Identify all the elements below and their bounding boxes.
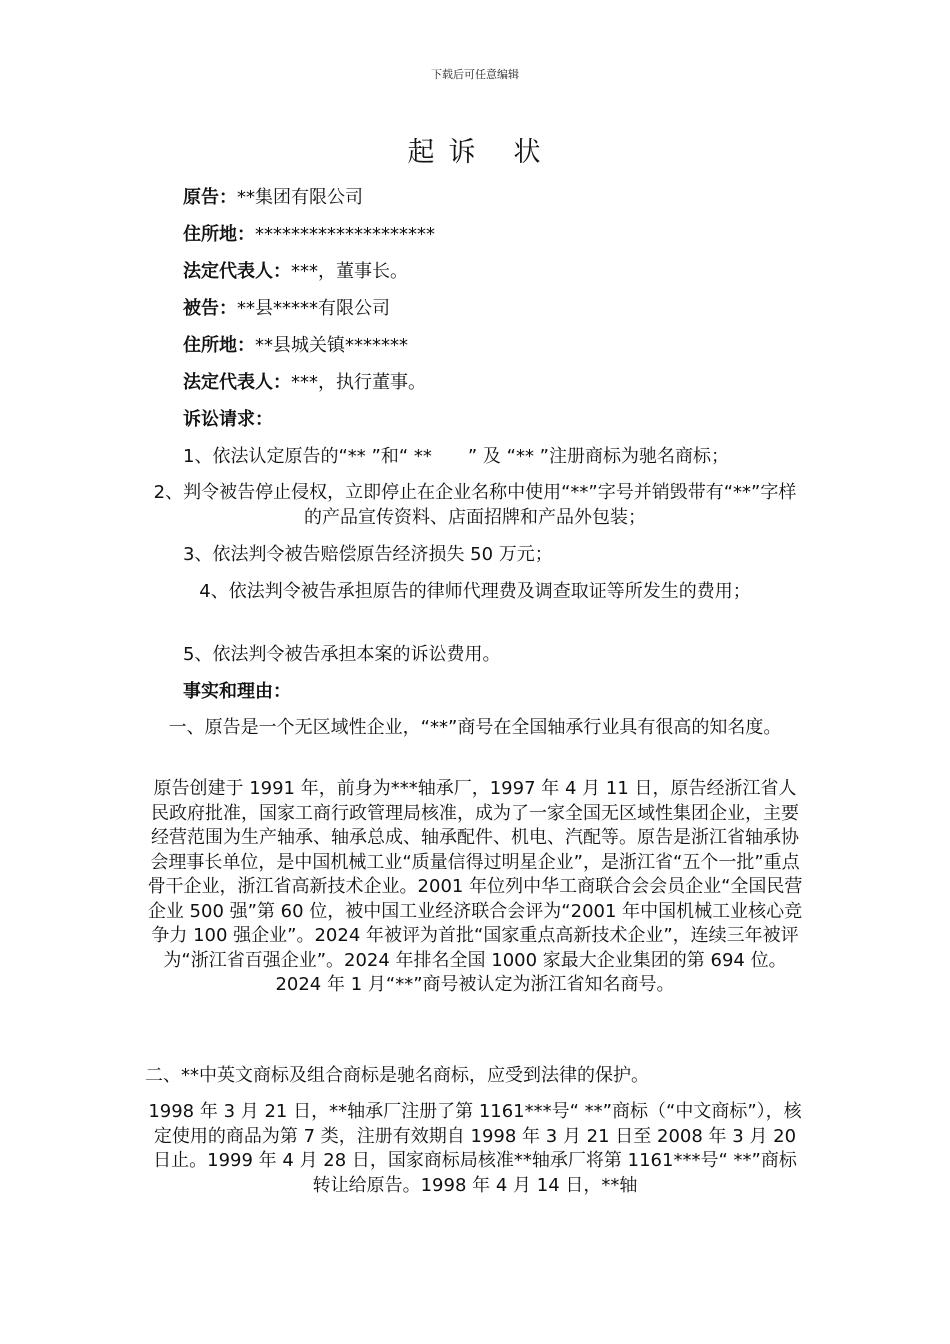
defendant-rep-line: 法定代表人：***，执行董事。 xyxy=(183,372,426,393)
facts-section1-title: 一、原告是一个无区域性企业，“**”商号在全国轴承行业具有很高的知名度。 xyxy=(168,717,782,738)
title-char-1: 起 xyxy=(407,137,437,168)
document-title xyxy=(0,130,950,169)
facts-section1-body: 原告创建于 1991 年，前身为***轴承厂，1997 年 4 月 11 日，原告经浙江省人民政府批准，国家工商行政管理局核准，成为了一家全国无区域性集团企业，主要经营范围为生产轴承、轴承总成、轴承配件、机电、汽配等。原告是浙江省轴承协会理事长单位，是中国机械工业“质量信得过明星企业”，是浙江省“五个一批”重点骨干企业，浙江省高新技术企业。2001 年位列中华工商联合会会员企业“全国民营企业 500 强”第 60 位，被中国工业经济联合会评为“2001 年中国机械工业核心竞争力 100 强企业”。2024 年被评为首批“国家重点高新技术企业”，连续三年被评为“浙江省百强企业”。2024 年排名全国 1000 家最大企业集团的第 694 位。2024 年 1 月“**”商号被认定为浙江省知名商号。 xyxy=(147,778,803,995)
facts-heading: 事实和理由： xyxy=(183,681,291,702)
claim-item: 1、依法认定原告的“** ”和“ ** ” 及 “** ”注册商标为驰名商标； xyxy=(183,446,730,467)
plaintiff-rep-line: 法定代表人：***，董事长。 xyxy=(183,261,408,282)
page-header: 下载后可任意编辑 xyxy=(431,68,519,81)
plaintiff-line: 原告：**集团有限公司 xyxy=(183,187,363,208)
facts-section2-body: 1998 年 3 月 21 日，**轴承厂注册了第 1161***号“ **”商标（“中文商标”），核定使用的商品为第 7 类，注册有效期自 1998 年 3 月 21 日至 2008 年 3 月 20 日止。1999 年 4 月 28 日，国家商标局核准**轴承厂将第 1161***号“ **”商标转让给原告。1998 年 4 月 14 日，**轴 xyxy=(148,1101,802,1196)
plaintiff-address-line: 住所地：******************** xyxy=(183,224,435,245)
claim-item: 5、依法判令被告承担本案的诉讼费用。 xyxy=(183,644,501,665)
claim-item: 3、依法判令被告赔偿原告经济损失 50 万元； xyxy=(183,544,553,565)
facts-section2-title: 二、**中英文商标及组合商标是驰名商标，应受到法律的保护。 xyxy=(145,1065,649,1086)
defendant-line: 被告：**县*****有限公司 xyxy=(183,298,390,319)
title-char-3: 状 xyxy=(513,137,543,168)
title-char-2: 诉 xyxy=(448,137,478,168)
defendant-address-line: 住所地：**县城关镇******* xyxy=(183,335,408,356)
claims-heading: 诉讼请求： xyxy=(183,409,273,430)
claim-item: 2、判令被告停止侵权，立即停止在企业名称中使用“**”字号并销毁带有“**”字样的产品宣传资料、店面招牌和产品外包装； xyxy=(153,482,797,528)
claim-item: 4、依法判令被告承担原告的律师代理费及调查取证等所发生的费用； xyxy=(199,581,751,602)
